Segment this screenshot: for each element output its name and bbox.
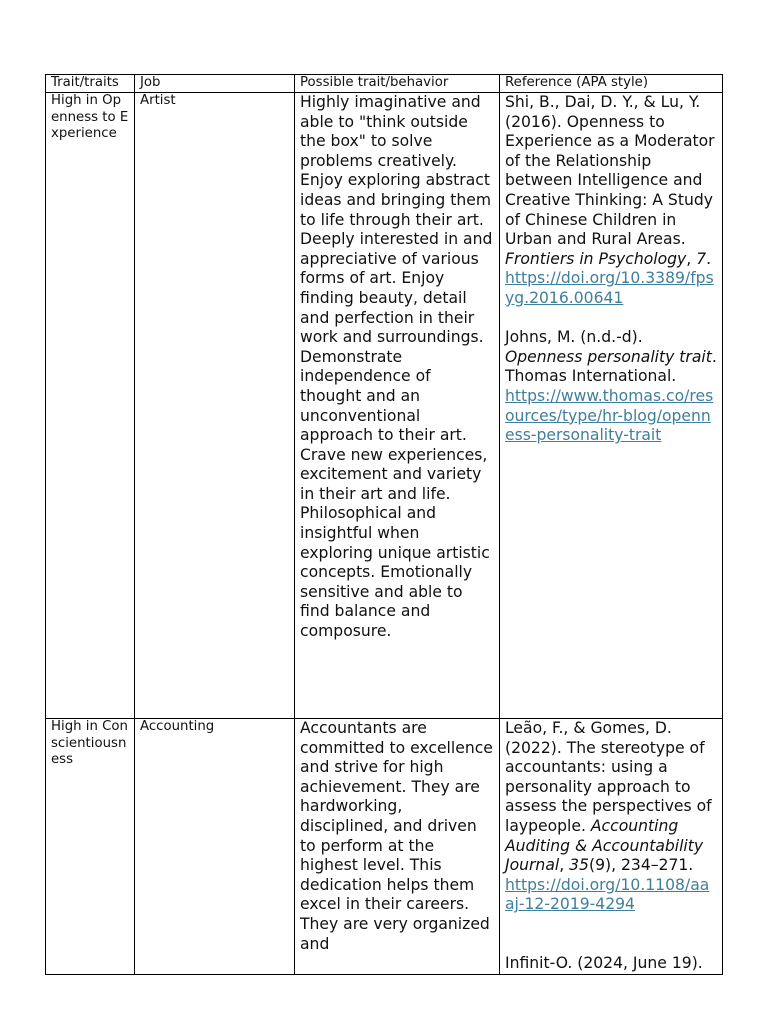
job-cell: Artist [135,93,295,719]
header-trait: Trait/traits [46,75,135,93]
reference-cell [500,93,723,719]
reference-text: Infinit-O. (2024, June 19). [505,954,703,973]
reference-text: , [559,856,570,875]
trait-cell: High in Openness to Experience [46,93,135,719]
table-row [46,93,723,719]
header-job: Job [135,75,295,93]
reference-cell [500,719,723,975]
reference-spacer [505,935,717,955]
reference-text: , [686,249,697,268]
behavior-cell: Accountants are committed to excellence and strive for high achievement. They are hardworking, disciplined, and driven to perform at the highest level. This dedication helps them excel in their careers. They are very organized and [295,719,500,975]
reference-text: . Thomas International. [505,347,717,386]
personality-job-table [45,74,723,975]
reference-volume: 35 [569,856,589,875]
reference-text: Johns, M. (n.d.-d). [505,328,643,347]
reference-text: . [706,249,712,268]
reference-link[interactable]: https://www.thomas.co/resources/type/hr-blog/openness-personality-trait [505,386,714,445]
reference-text: (9), 234–271. [588,856,694,875]
reference-title: Openness personality trait [505,347,712,366]
header-reference: Reference (APA style) [500,75,723,93]
header-behavior: Possible trait/behavior [295,75,500,93]
reference-entry [505,954,717,974]
reference-entry [505,93,717,309]
job-cell: Accounting [135,719,295,975]
reference-volume: 7 [696,249,707,268]
reference-journal: Accounting Auditing & Accountability Journal [505,816,704,875]
trait-cell: High in Conscientiousness [46,719,135,975]
reference-text: Leão, F., & Gomes, D. (2022). The stereotype of accountants: using a personality approach to assess the perspectives of laypeople. [505,719,712,835]
reference-journal: Frontiers in Psychology [505,249,687,268]
reference-text: Shi, B., Dai, D. Y., & Lu, Y. (2016). Openness to Experience as a Moderator of the Relationship between Intelligence and Creative Thinking: A Study of Chinese Children in Urban and Rural Areas. [505,93,715,249]
reference-link[interactable]: https://doi.org/10.1108/aaaj-12-2019-4294 [505,875,710,914]
document-page [45,74,722,975]
reference-entry [505,719,717,915]
reference-entry [505,328,717,446]
behavior-cell: Highly imaginative and able to "think outside the box" to solve problems creatively. Enjoy exploring abstract ideas and bringing them to life through their art. Deeply interested in and appreciative of various forms of art. Enjoy finding beauty, detail and perfection in their work and surroundings. Demonstrate independence of thought and an unconventional approach to their art. Crave new experiences, excitement and variety in their art and life. Philosophical and insightful when exploring unique artistic concepts. Emotionally sensitive and able to find balance and composure. [295,93,500,719]
reference-link[interactable]: https://doi.org/10.3389/fpsyg.2016.00641 [505,269,714,307]
table-row [46,719,723,975]
table-header-row [46,75,723,93]
